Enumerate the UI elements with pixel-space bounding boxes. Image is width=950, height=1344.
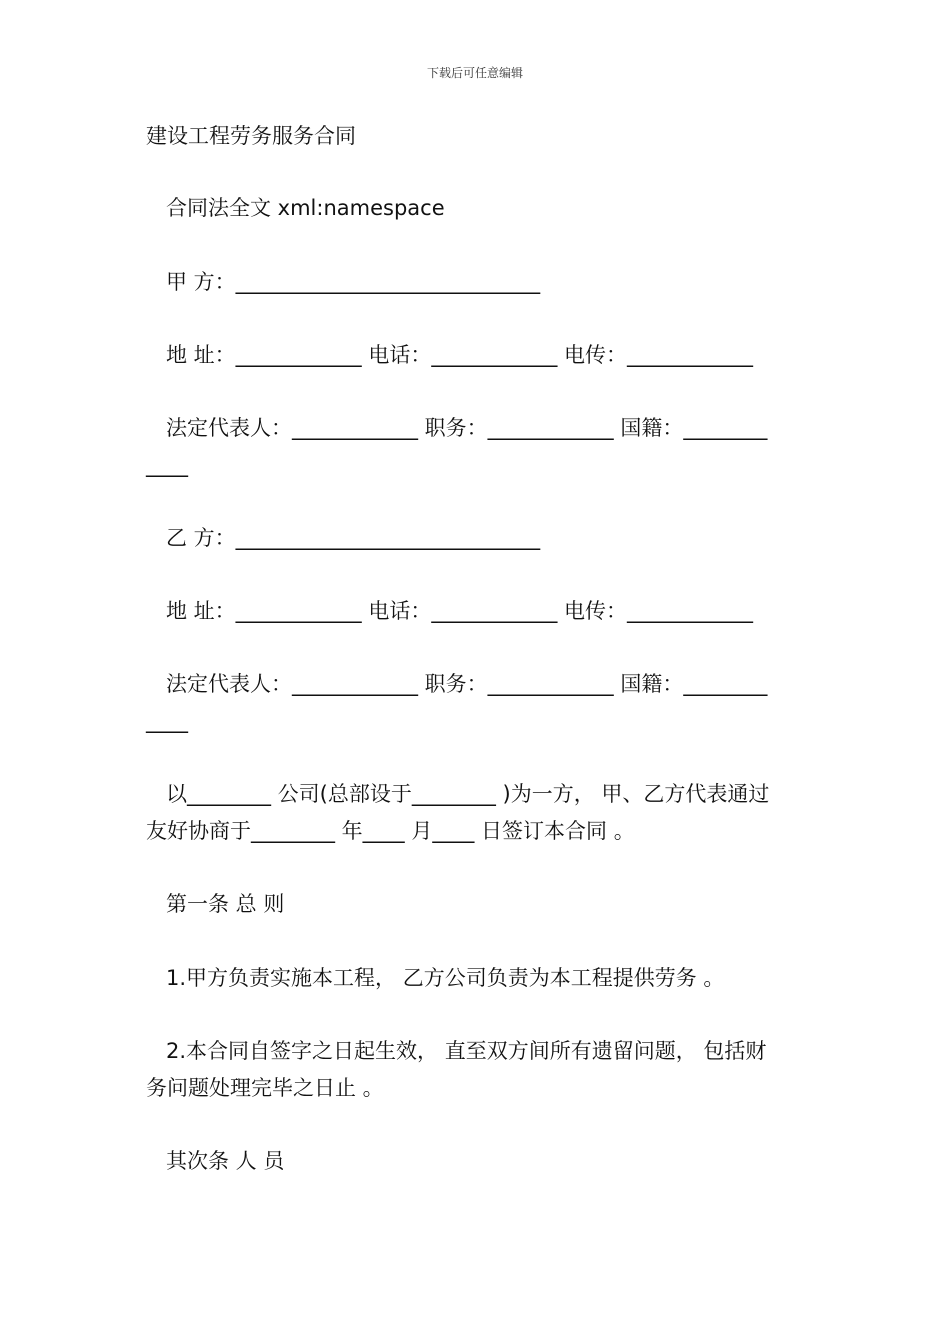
article-2-title: 其次条 人 员 [166,1149,285,1173]
party-a-representative-line-cont: ____ [146,453,188,477]
party-a-address-line: 地 址：____________ 电话：____________ 电传：____________ [166,343,754,367]
intro-paragraph-line-2: 友好协商于________ 年____ 月____ 日签订本合同 。 [146,819,635,843]
party-b-representative-line-cont: ____ [146,709,188,733]
article-1-item-1: 1.甲方负责实施本工程， 乙方公司负责为本工程提供劳务 。 [166,966,725,990]
article-1-item-2-line-2: 务问题处理完毕之日止 。 [146,1076,384,1100]
document-title: 建设工程劳务服务合同 [146,124,356,148]
article-1-title: 第一条 总 则 [166,892,285,916]
party-b-line: 乙 方：_____________________________ [166,526,541,550]
party-a-representative-line: 法定代表人：____________ 职务：____________ 国籍：________ [166,416,768,440]
intro-paragraph-line-1: 以________ 公司(总部设于________ )为一方， 甲、乙方代表通过 [166,782,770,806]
article-1-item-2-line-1: 2.本合同自签字之日起生效， 直至双方间所有遗留问题， 包括财 [166,1039,767,1063]
party-b-representative-line: 法定代表人：____________ 职务：____________ 国籍：________ [166,672,768,696]
party-b-address-line: 地 址：____________ 电话：____________ 电传：____________ [166,599,754,623]
page-header-note: 下载后可任意编辑 [426,66,523,80]
document-subtitle: 合同法全文 xml:namespace [166,196,445,220]
party-a-line: 甲 方：_____________________________ [166,270,541,294]
